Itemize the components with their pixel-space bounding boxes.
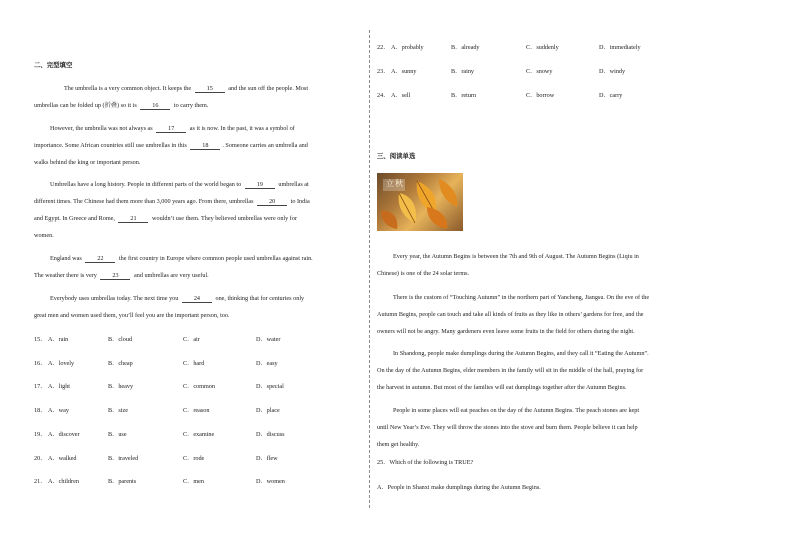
text-segment: The umbrella is a very common object. It keeps the [64,85,193,92]
text-line [34,176,356,193]
reading-paragraph [377,402,707,453]
text-line: There is the custom of “Touching Autumn” in the northern part of Yancheng, Jiangsu. On the eve of the [393,294,650,301]
question-number: 16． [34,359,47,367]
option-c[interactable]: C．borrow [526,92,555,99]
question-number: 23． [377,68,390,75]
text-segment: umbrellas at [276,181,309,188]
option-c[interactable]: C．suddenly [526,44,559,51]
text-line [34,210,356,227]
text-segment: The weather there is very [34,272,99,279]
text-line: Autumn Begins, people can touch and take all kinds of fruits as they like in others’ gardens for free, and the [377,311,644,318]
option-b[interactable]: B．heavy [108,383,134,391]
question-number: 15． [34,336,47,343]
option-d[interactable]: D．immediately [599,44,641,51]
option-c[interactable]: C．common [183,383,215,391]
text-segment: Umbrellas have a long history. People in different parts of the world began to [50,181,243,188]
text-line: until New Year’s Eve. They will throw the stones into the stove and burn them. People believe it can help [377,424,638,431]
blank-17: 17 [156,125,186,133]
option-c[interactable]: C．rode [183,454,205,462]
text-segment: importance. Some African countries still use umbrellas in this [34,142,189,149]
blank-23: 23 [100,272,130,280]
text-segment: and the sun off the people. Most [226,85,309,92]
reading-heading: 三、阅读单选 [377,152,416,160]
text-line: owners will not be angry. Many gardeners even leave some fruits in the field for others during the night. [377,328,635,335]
text-segment: to carry them. [172,102,209,109]
image-caption: 立秋 [386,179,404,188]
option-a[interactable]: A．light [48,383,71,391]
question-number: 18． [34,407,47,415]
text-segment: women. [34,232,54,239]
column-divider [369,30,370,508]
option-a[interactable]: A．sunny [391,68,417,75]
option-d[interactable]: D．water [256,336,281,343]
text-line: In Shandong, people make dumplings during the Autumn Begins, and they call it “Eating the Autumn”. [393,350,649,357]
option-c[interactable]: C．hard [183,359,205,367]
option-a[interactable]: A．rain [48,336,69,343]
text-segment: umbrellas can be folded up (折叠) so it is [34,102,139,109]
option-d[interactable]: D．flew [256,454,278,462]
text-line [34,227,356,244]
option-c[interactable]: C．snowy [526,68,553,75]
reading-paragraph [377,248,707,282]
option-b[interactable]: B．cloud [108,336,133,343]
reading-paragraph [377,345,707,396]
text-segment: and Egypt. In Greece and Rome, [34,215,117,222]
cloze-heading: 二、完型填空 [34,61,73,69]
text-segment: as it is now. In the past, it was a symbol of [188,125,295,132]
option-b[interactable]: B．rainy [451,68,475,75]
question-number: 21． [34,478,47,486]
blank-16: 16 [140,102,170,110]
text-line [34,250,356,267]
text-line [34,137,356,154]
text-segment: wouldn’t use them. They believed umbrellas were only for [150,215,297,222]
question-25-option-a: A．People in Shanxi make dumplings during the Autumn Begins. [377,484,541,491]
text-line [34,154,356,171]
text-segment: to India [289,198,310,205]
text-segment: and umbrellas are very useful. [132,272,209,279]
text-line [34,80,356,97]
blank-18: 18 [190,142,220,150]
option-c[interactable]: C．reason [183,407,210,415]
text-line: People in some places will eat peaches on the day of the Autumn Begins. The peach stones are kept [393,407,640,414]
question-number: 24． [377,92,390,99]
option-c[interactable]: C．men [183,478,204,486]
text-segment: However, the umbrella was not always as [50,125,155,132]
blank-20: 20 [257,198,287,206]
option-d[interactable]: D．windy [599,68,626,75]
question-25: 25．Which of the following is TRUE? [377,459,474,466]
option-a[interactable]: A．children [48,478,79,486]
option-b[interactable]: B．size [108,407,128,415]
option-d[interactable]: D．place [256,407,280,415]
option-d[interactable]: D．discuss [256,430,285,438]
question-number: 22． [377,44,390,51]
blank-21: 21 [118,215,148,223]
option-b[interactable]: B．use [108,430,127,438]
option-d[interactable]: D．carry [599,92,623,99]
question-number: 19． [34,430,47,438]
option-a[interactable]: A．lovely [48,359,75,367]
option-b[interactable]: B．traveled [108,454,139,462]
option-b[interactable]: B．return [451,92,477,99]
blank-19: 19 [245,181,275,189]
text-line: them get healthy. [377,441,420,448]
text-segment: the first country in Europe where common people used umbrellas against rain. [117,255,313,262]
text-segment: walks behind the king or important person. [34,159,141,166]
cloze-paragraph [34,80,356,114]
cloze-paragraph [34,120,356,171]
cloze-paragraph [34,290,356,324]
option-a[interactable]: A．walked [48,454,77,462]
text-segment: great men and women used them, you’ll feel you are the important person, too. [34,312,230,319]
text-line [34,193,356,210]
text-line: Every year, the Autumn Begins is between the 7th and 9th of August. The Autumn Begins (Liqiu in [393,253,639,260]
cloze-paragraph [34,250,356,284]
option-b[interactable]: B．parents [108,478,137,486]
text-line [34,120,356,137]
option-b[interactable]: B．already [451,44,480,51]
text-line: Chinese) is one of the 24 solar terms. [377,270,470,277]
text-line [34,307,356,324]
reading-paragraph [377,289,707,340]
option-a[interactable]: A．sell [391,92,411,99]
option-d[interactable]: D．special [256,383,284,391]
text-line: On the day of the Autumn Begins, elder members in the family will sit in the middle of the hall, praying for [377,367,644,374]
text-line [34,290,356,307]
option-d[interactable]: D．women [256,478,285,486]
blank-24: 24 [182,295,212,303]
text-segment: Everybody uses umbrellas today. The next time you [50,295,180,302]
option-a[interactable]: A．discover [48,430,80,438]
text-segment: England was [50,255,84,262]
text-line [34,267,356,284]
question-number: 17． [34,383,47,391]
option-c[interactable]: C．air [183,336,200,343]
text-segment: different times. The Chinese had them more than 3,000 years ago. From there, umbrellas [34,198,256,205]
option-a[interactable]: A．way [48,407,69,415]
blank-15: 15 [195,85,225,93]
option-b[interactable]: B．cheap [108,359,133,367]
autumn-leaves-image [377,173,463,231]
text-segment: . Someone carries an umbrella and [222,142,308,149]
cloze-paragraph [34,176,356,244]
option-a[interactable]: A．probably [391,44,424,51]
option-d[interactable]: D．easy [256,359,278,367]
question-number: 20． [34,454,47,462]
blank-22: 22 [85,255,115,263]
text-line: the harvest in autumn. But most of the families will eat dumplings together after the Autumn Begins. [377,384,627,391]
text-line [34,97,356,114]
text-segment: one, thinking that for centuries only [213,295,305,302]
option-c[interactable]: C．examine [183,430,215,438]
